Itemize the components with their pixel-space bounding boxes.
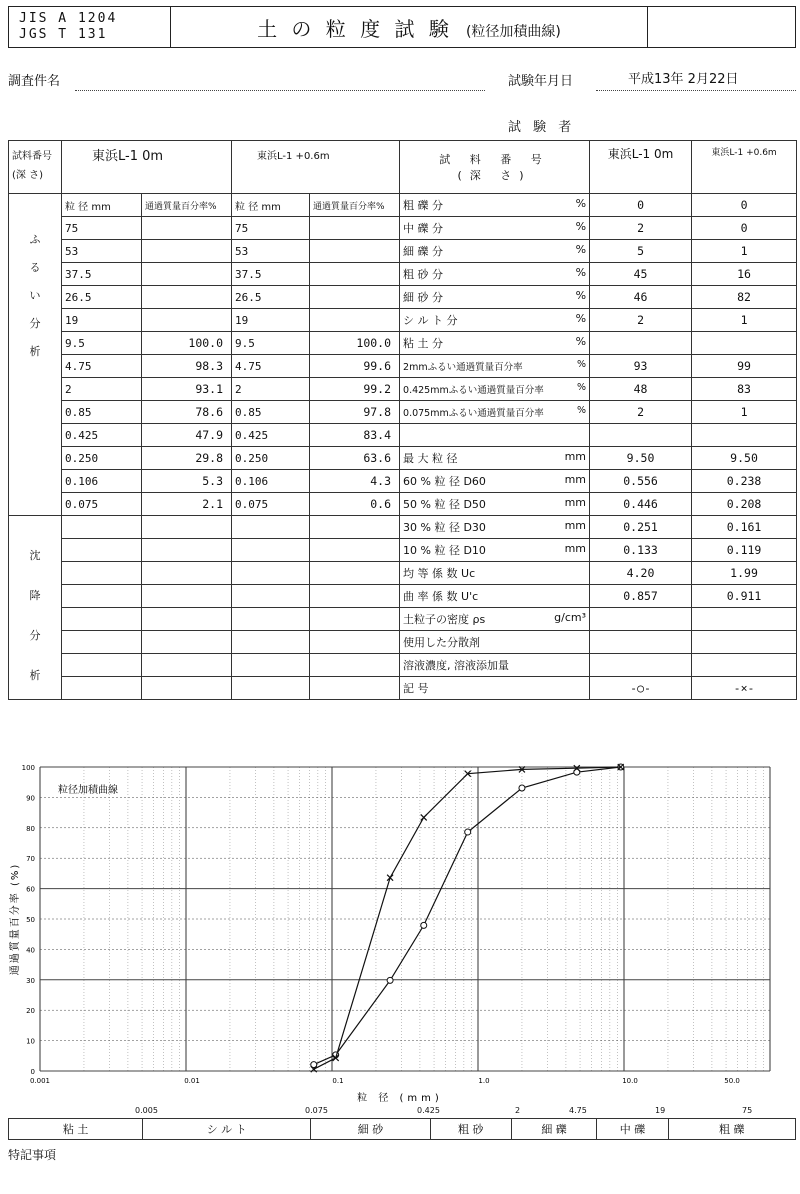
sed-cell xyxy=(310,562,400,585)
standard-codes xyxy=(9,7,171,48)
property-unit: % xyxy=(575,243,587,256)
property-value-1: 45 xyxy=(590,263,692,286)
pass-pct-2 xyxy=(310,240,400,263)
sieve-size-1: 0.106 xyxy=(62,470,142,493)
property-label: 粗 砂 分 % xyxy=(400,263,590,286)
table-row xyxy=(9,240,797,263)
remarks-label: 特記事項 xyxy=(8,1148,57,1162)
sed-cell xyxy=(310,539,400,562)
title-cell xyxy=(171,7,648,48)
table-row xyxy=(9,562,797,585)
property-label: 土粒子の密度 ρs g/cm³ xyxy=(400,608,590,631)
date-line xyxy=(596,90,796,91)
sieve-side-char: ふ xyxy=(29,233,41,246)
sieve-size-2: 37.5 xyxy=(232,263,310,286)
page-subtitle: (粒径加積曲線) xyxy=(465,23,561,40)
pass-pct-2: 99.2 xyxy=(310,378,400,401)
std-code-1: JIS A 1204 xyxy=(19,11,118,26)
property-value-1: 93 xyxy=(590,355,692,378)
property-value-1: 46 xyxy=(590,286,692,309)
property-value-2: 1 xyxy=(692,401,797,424)
sieve-size-2: 9.5 xyxy=(232,332,310,355)
class-5: 中 礫 xyxy=(597,1119,668,1140)
sieve-size-2: 0.425 xyxy=(232,424,310,447)
property-label: 60 % 粒 径 D60 mm xyxy=(400,470,590,493)
sed-cell xyxy=(232,516,310,539)
property-value-2 xyxy=(692,332,797,355)
sed-cell xyxy=(310,631,400,654)
sed-cell xyxy=(62,631,142,654)
pass-pct-2: 99.6 xyxy=(310,355,400,378)
sed-cell xyxy=(62,585,142,608)
circle-point xyxy=(421,922,427,928)
sample1-header: 東浜L-1 0m xyxy=(62,141,232,194)
property-label: 中 礫 分 % xyxy=(400,217,590,240)
sed-cell xyxy=(310,585,400,608)
property-value-2: 0 xyxy=(692,217,797,240)
sed-cell xyxy=(232,539,310,562)
sed-cell xyxy=(142,631,232,654)
table-row xyxy=(9,447,797,470)
property-value-2: 1 xyxy=(692,240,797,263)
pass-pct-1: 5.3 xyxy=(142,470,232,493)
property-value-2: -×- xyxy=(692,677,797,700)
sed-cell xyxy=(62,539,142,562)
sieve-size-1: 37.5 xyxy=(62,263,142,286)
property-unit: % xyxy=(577,382,587,393)
class-size-label: 75 xyxy=(742,1106,753,1115)
property-value-2: 0.161 xyxy=(692,516,797,539)
sieve-size-2: 0.075 xyxy=(232,493,310,516)
date-value: 平成13年 2月22日 xyxy=(628,72,739,87)
table-row xyxy=(9,608,797,631)
sed-side-char: 沈 xyxy=(29,549,41,562)
pass-pct-1 xyxy=(142,286,232,309)
sieve-size-1: 26.5 xyxy=(62,286,142,309)
property-unit: mm xyxy=(564,496,587,509)
property-value-2: 9.50 xyxy=(692,447,797,470)
sed-cell xyxy=(62,516,142,539)
pass-pct-2 xyxy=(310,217,400,240)
grading-curve-chart xyxy=(0,755,800,1115)
property-unit: mm xyxy=(564,519,587,532)
table-row xyxy=(9,355,797,378)
sieve-size-2: 2 xyxy=(232,378,310,401)
y-tick-label: 0 xyxy=(30,1068,35,1076)
y-tick-label: 80 xyxy=(26,824,35,833)
pass-pct-1: 2.1 xyxy=(142,493,232,516)
x-axis-label: 粒 径 (mm) xyxy=(357,1093,443,1104)
pass-pct-2: 83.4 xyxy=(310,424,400,447)
sed-cell xyxy=(142,654,232,677)
property-value-1: 0.446 xyxy=(590,493,692,516)
circle-point xyxy=(387,977,393,983)
property-label: シ ル ト 分 % xyxy=(400,309,590,332)
property-label: 使用した分散剤 xyxy=(400,631,590,654)
property-unit: % xyxy=(577,359,587,370)
table-row xyxy=(9,309,797,332)
pass-pct-2 xyxy=(310,286,400,309)
property-label: 曲 率 係 数 U'c xyxy=(400,585,590,608)
size-head-2: 粒 径 mm xyxy=(232,194,310,217)
sed-cell xyxy=(232,677,310,700)
y-tick-label: 40 xyxy=(26,946,35,955)
sed-side-char: 降 xyxy=(29,589,41,602)
property-value-2 xyxy=(692,608,797,631)
y-tick-label: 10 xyxy=(26,1037,35,1046)
property-value-2: 1.99 xyxy=(692,562,797,585)
table-row xyxy=(9,194,797,217)
table-row xyxy=(9,286,797,309)
property-value-1: 0.251 xyxy=(590,516,692,539)
sed-side-label xyxy=(9,516,62,700)
sed-cell xyxy=(142,516,232,539)
table-row xyxy=(9,677,797,700)
y-tick-label: 70 xyxy=(26,855,35,864)
sed-cell xyxy=(62,608,142,631)
y-tick-label: 90 xyxy=(26,794,35,803)
property-unit: mm xyxy=(564,473,587,486)
sample2-header: 東浜L-1 +0.6m xyxy=(232,141,400,194)
table-row xyxy=(9,585,797,608)
y-tick-label: 30 xyxy=(26,976,35,985)
table-row xyxy=(9,263,797,286)
property-label: 細 砂 分 % xyxy=(400,286,590,309)
sieve-size-1: 0.85 xyxy=(62,401,142,424)
pass-pct-2 xyxy=(310,263,400,286)
pass-pct-2: 63.6 xyxy=(310,447,400,470)
class-2: 細 砂 xyxy=(311,1119,431,1140)
sed-cell xyxy=(232,608,310,631)
property-label: 2mmふるい通過質量百分率 % xyxy=(400,355,590,378)
property-unit: % xyxy=(575,266,587,279)
y-axis-label: 通過質量百分率 (%) xyxy=(10,862,21,976)
class-0: 粘 土 xyxy=(9,1119,143,1140)
class-size-label: 2 xyxy=(515,1106,521,1115)
property-value-1 xyxy=(590,631,692,654)
sed-cell xyxy=(232,654,310,677)
property-unit: % xyxy=(577,405,587,416)
property-label: 粗 礫 分 % xyxy=(400,194,590,217)
sample-no-header: 試料番号 (深 さ) xyxy=(9,141,62,194)
sed-cell xyxy=(142,608,232,631)
class-size-label: 4.75 xyxy=(569,1106,587,1115)
sed-cell xyxy=(310,516,400,539)
page-title: 土 の 粒 度 試 験 xyxy=(257,16,453,41)
sieve-side-char: る xyxy=(29,261,41,274)
pass-pct-1 xyxy=(142,309,232,332)
sed-cell xyxy=(62,677,142,700)
pass-pct-2: 97.8 xyxy=(310,401,400,424)
property-label: 10 % 粒 径 D10 mm xyxy=(400,539,590,562)
property-label: 0.425mmふるい通過質量百分率 % xyxy=(400,378,590,401)
series-line-1 xyxy=(314,767,621,1069)
header-blank xyxy=(648,7,796,48)
date-label: 試験年月日 xyxy=(508,74,574,89)
property-label: 最 大 粒 径 mm xyxy=(400,447,590,470)
table-row xyxy=(9,493,797,516)
property-value-1 xyxy=(590,608,692,631)
right-sample1-header: 東浜L-1 0m xyxy=(590,141,692,194)
tester-label: 試 験 者 xyxy=(508,120,576,135)
x-tick-label: 1.0 xyxy=(478,1077,490,1085)
property-value-2 xyxy=(692,424,797,447)
sed-cell xyxy=(232,585,310,608)
property-value-1: 0 xyxy=(590,194,692,217)
property-value-2: 99 xyxy=(692,355,797,378)
sed-cell xyxy=(142,677,232,700)
property-value-2: 0.119 xyxy=(692,539,797,562)
x-tick-label: 10.0 xyxy=(622,1077,638,1085)
sed-cell xyxy=(232,562,310,585)
header-table xyxy=(8,6,796,48)
sed-cell xyxy=(310,677,400,700)
property-unit: % xyxy=(575,289,587,302)
sieve-size-2: 75 xyxy=(232,217,310,240)
property-unit: % xyxy=(575,220,587,233)
sieve-size-1: 0.425 xyxy=(62,424,142,447)
class-size-label: 19 xyxy=(655,1106,666,1115)
sieve-size-2: 19 xyxy=(232,309,310,332)
property-value-1: 2 xyxy=(590,217,692,240)
table-row xyxy=(9,539,797,562)
y-tick-label: 100 xyxy=(21,764,35,772)
sieve-size-1: 9.5 xyxy=(62,332,142,355)
chart-title: 粒径加積曲線 xyxy=(58,785,118,796)
pass-pct-1: 29.8 xyxy=(142,447,232,470)
x-tick-label: 0.1 xyxy=(332,1077,344,1085)
sieve-size-1: 2 xyxy=(62,378,142,401)
pass-pct-1 xyxy=(142,263,232,286)
class-size-label: 0.425 xyxy=(417,1106,440,1115)
sieve-side-label xyxy=(9,194,62,516)
y-tick-label: 50 xyxy=(26,916,35,924)
sieve-size-2: 0.85 xyxy=(232,401,310,424)
sieve-size-2: 0.250 xyxy=(232,447,310,470)
property-value-2: 82 xyxy=(692,286,797,309)
property-unit: g/cm³ xyxy=(554,611,587,624)
property-label: 均 等 係 数 Uc xyxy=(400,562,590,585)
property-value-1 xyxy=(590,424,692,447)
property-value-1: 9.50 xyxy=(590,447,692,470)
sieve-size-2: 26.5 xyxy=(232,286,310,309)
pass-pct-1: 93.1 xyxy=(142,378,232,401)
table-row xyxy=(9,401,797,424)
property-label: 記 号 xyxy=(400,677,590,700)
pass-pct-2: 0.6 xyxy=(310,493,400,516)
sed-cell xyxy=(142,539,232,562)
sieve-size-2: 0.106 xyxy=(232,470,310,493)
property-value-1: -○- xyxy=(590,677,692,700)
x-tick-label: 0.001 xyxy=(29,1077,51,1085)
y-tick-label: 20 xyxy=(26,1007,35,1016)
pass-pct-1 xyxy=(142,240,232,263)
property-value-2: 16 xyxy=(692,263,797,286)
classification-table xyxy=(8,1118,796,1140)
sed-side-char: 析 xyxy=(29,669,41,682)
property-label: 細 礫 分 % xyxy=(400,240,590,263)
right-sample2-header: 東浜L-1 +0.6m xyxy=(692,141,797,194)
property-value-2 xyxy=(692,654,797,677)
sed-cell xyxy=(62,562,142,585)
sieve-size-2: 4.75 xyxy=(232,355,310,378)
sieve-size-1: 19 xyxy=(62,309,142,332)
pass-pct-2 xyxy=(310,309,400,332)
circle-point xyxy=(519,785,525,791)
property-unit: mm xyxy=(564,542,587,555)
property-value-1: 2 xyxy=(590,401,692,424)
table-row xyxy=(9,470,797,493)
property-value-2: 1 xyxy=(692,309,797,332)
table-row xyxy=(9,516,797,539)
sieve-side-char: 分 xyxy=(29,317,41,330)
sieve-size-1: 4.75 xyxy=(62,355,142,378)
sed-cell xyxy=(232,631,310,654)
size-head-1: 粒 径 mm xyxy=(62,194,142,217)
property-label xyxy=(400,424,590,447)
property-value-2: 83 xyxy=(692,378,797,401)
property-value-2: 0 xyxy=(692,194,797,217)
y-tick-label: 60 xyxy=(26,885,35,894)
pass-pct-2: 100.0 xyxy=(310,332,400,355)
class-size-label: 0.005 xyxy=(135,1106,158,1115)
project-label: 調査件名 xyxy=(8,74,61,89)
results-table xyxy=(8,140,797,700)
pass-pct-1: 47.9 xyxy=(142,424,232,447)
x-tick-label: 50.0 xyxy=(724,1077,740,1085)
table-row xyxy=(9,654,797,677)
property-value-1: 48 xyxy=(590,378,692,401)
sieve-size-2: 53 xyxy=(232,240,310,263)
property-value-1: 0.133 xyxy=(590,539,692,562)
property-unit: % xyxy=(575,197,587,210)
sed-cell xyxy=(142,585,232,608)
property-value-2: 0.208 xyxy=(692,493,797,516)
table-row xyxy=(9,217,797,240)
property-label: 粘 土 分 % xyxy=(400,332,590,355)
property-value-1: 0.857 xyxy=(590,585,692,608)
sieve-size-1: 53 xyxy=(62,240,142,263)
property-value-1 xyxy=(590,654,692,677)
sieve-side-char: 析 xyxy=(29,345,41,358)
property-label: 50 % 粒 径 D50 mm xyxy=(400,493,590,516)
property-label: 0.075mmふるい通過質量百分率 % xyxy=(400,401,590,424)
table-row xyxy=(9,631,797,654)
property-label: 溶液濃度, 溶液添加量 xyxy=(400,654,590,677)
pass-pct-2: 4.3 xyxy=(310,470,400,493)
property-value-1 xyxy=(590,332,692,355)
circle-point xyxy=(465,829,471,835)
pass-head-2: 通過質量百分率% xyxy=(310,194,400,217)
series-line-0 xyxy=(314,767,621,1065)
table-row xyxy=(9,332,797,355)
sieve-size-1: 75 xyxy=(62,217,142,240)
class-3: 粗 砂 xyxy=(430,1119,511,1140)
class-1: シ ル ト xyxy=(143,1119,311,1140)
sed-cell xyxy=(310,608,400,631)
sed-cell xyxy=(142,562,232,585)
class-4: 細 礫 xyxy=(511,1119,597,1140)
property-value-1: 5 xyxy=(590,240,692,263)
cross-point xyxy=(421,814,427,820)
property-value-1: 2 xyxy=(590,309,692,332)
property-value-1: 0.556 xyxy=(590,470,692,493)
class-size-label: 0.075 xyxy=(305,1106,328,1115)
pass-pct-1: 78.6 xyxy=(142,401,232,424)
table-row xyxy=(9,424,797,447)
property-unit: % xyxy=(575,335,587,348)
table-row xyxy=(9,378,797,401)
sieve-size-1: 0.075 xyxy=(62,493,142,516)
class-6: 粗 礫 xyxy=(668,1119,795,1140)
x-tick-label: 0.01 xyxy=(184,1077,200,1085)
property-value-2 xyxy=(692,631,797,654)
sieve-size-1: 0.250 xyxy=(62,447,142,470)
property-value-2: 0.238 xyxy=(692,470,797,493)
pass-head-1: 通過質量百分率% xyxy=(142,194,232,217)
project-line xyxy=(75,90,485,91)
sed-cell xyxy=(310,654,400,677)
sieve-side-char: い xyxy=(29,289,41,302)
sed-side-char: 分 xyxy=(29,629,41,642)
right-header: 試 料 番 号 (深 さ) xyxy=(400,141,590,194)
property-unit: % xyxy=(575,312,587,325)
sed-cell xyxy=(62,654,142,677)
pass-pct-1 xyxy=(142,217,232,240)
property-label: 30 % 粒 径 D30 mm xyxy=(400,516,590,539)
property-unit: mm xyxy=(564,450,587,463)
property-value-1: 4.20 xyxy=(590,562,692,585)
std-code-2: JGS T 131 xyxy=(19,27,108,42)
property-value-2: 0.911 xyxy=(692,585,797,608)
pass-pct-1: 98.3 xyxy=(142,355,232,378)
pass-pct-1: 100.0 xyxy=(142,332,232,355)
